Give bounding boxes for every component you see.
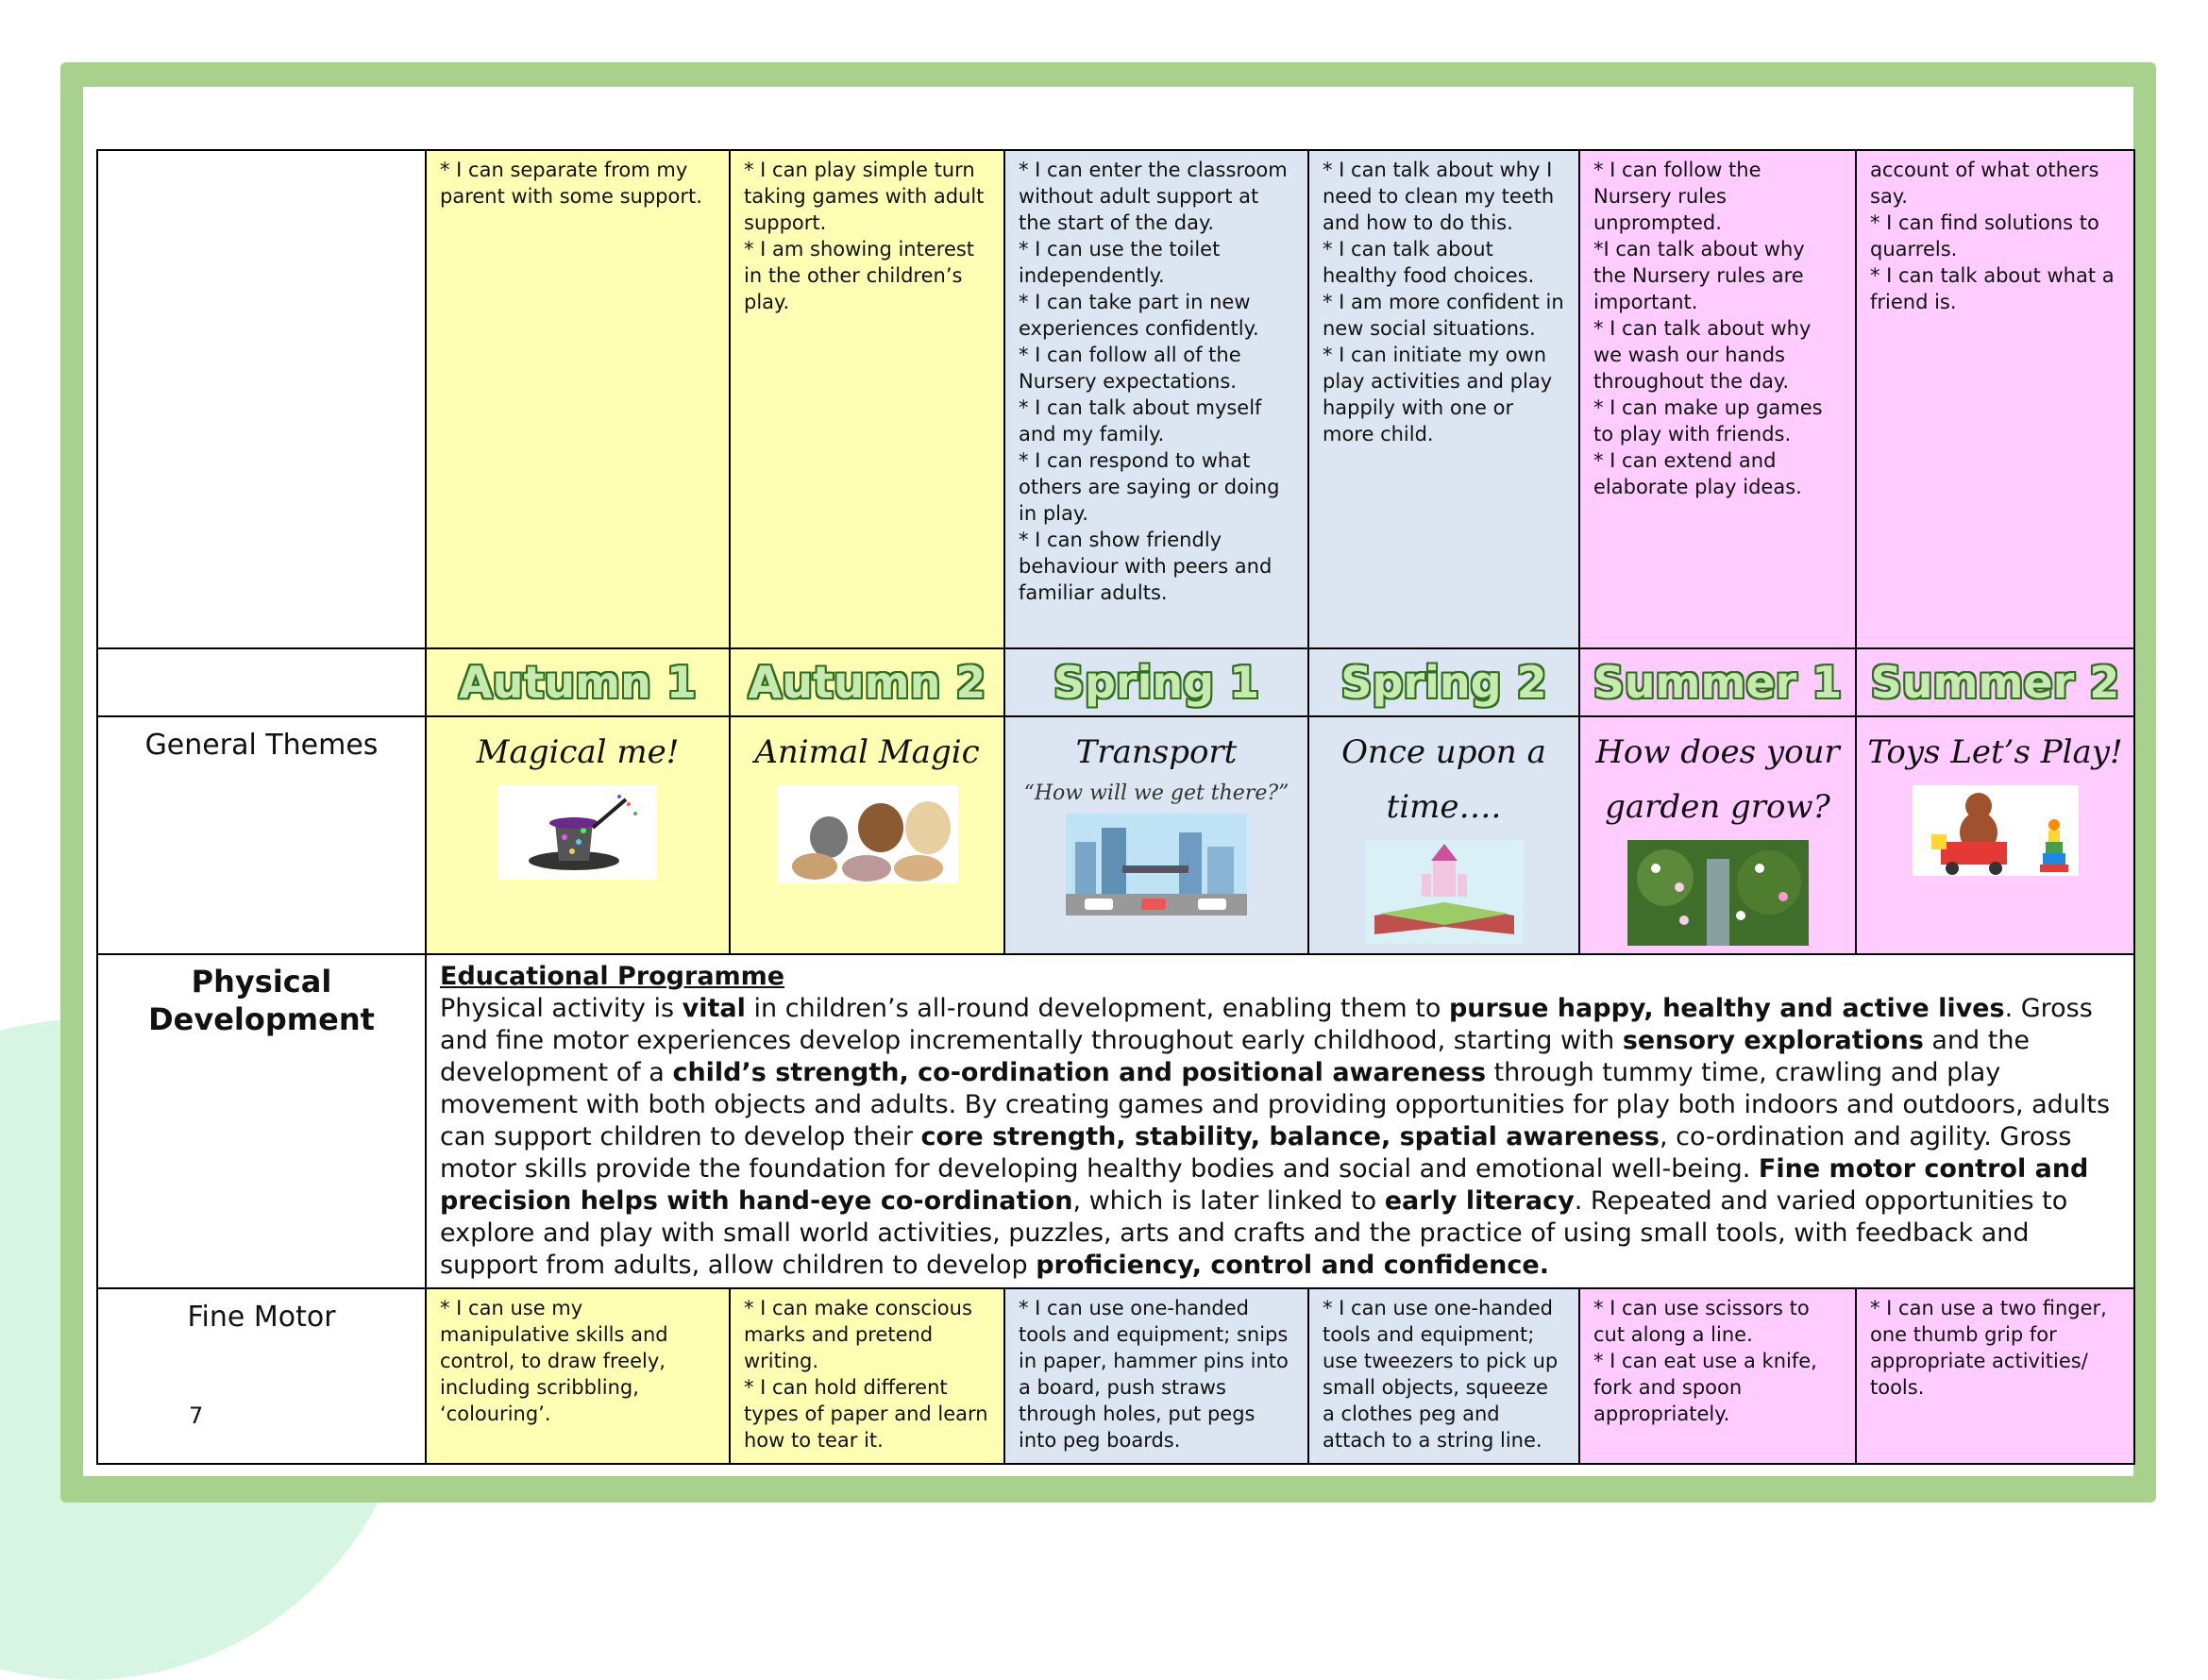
curriculum-table — [96, 149, 2135, 1465]
list-item: *I can talk about why the Nursery rules are important. — [1593, 238, 1805, 313]
list-item: * I can use a two finger, one thumb grip for appropriate activities/ tools. — [1870, 1297, 2107, 1399]
cell-autumn2 — [730, 1288, 1004, 1464]
emphasis-text: child’s strength, co-ordination and positional awareness — [672, 1058, 1487, 1087]
theme-title: Transport — [1075, 733, 1238, 771]
list-item: * I can make conscious marks and pretend writing. — [744, 1297, 972, 1372]
list-item: * I can find solutions to quarrels. — [1870, 211, 2099, 260]
theme-cell — [1856, 716, 2134, 954]
theme-cell — [730, 716, 1004, 954]
list-item: * I can extend and elaborate play ideas. — [1593, 449, 1802, 498]
cell-spring1 — [1004, 150, 1308, 648]
list-item: * I can separate from my parent with some support. — [440, 159, 702, 208]
educational-programme-heading: Educational Programme — [440, 962, 785, 991]
fine-motor-row — [97, 1288, 2134, 1464]
storybook-image — [1365, 840, 1524, 944]
list-item: * I can follow the Nursery rules unprompted. — [1593, 159, 1761, 234]
list-item: * I can use scissors to cut along a line. — [1593, 1297, 1810, 1346]
list-item: * I can respond to what others are saying or doing in play. — [1019, 449, 1280, 525]
themes-label: General Themes — [97, 716, 426, 954]
theme-title: Animal Magic — [754, 733, 980, 771]
term-heading: Summer 1 — [1579, 648, 1856, 716]
body-text: Physical activity is — [440, 994, 683, 1023]
theme-subtitle: “How will we get there?” — [1023, 781, 1289, 805]
city-transport-image — [1066, 814, 1247, 916]
animals-image — [777, 785, 958, 883]
fine-motor-label: Fine Motor — [97, 1288, 426, 1464]
list-item: * I can talk about myself and my family. — [1019, 396, 1262, 445]
list-item: * I can talk about what a friend is. — [1870, 264, 2115, 313]
list-item: * I can eat use a knife, fork and spoon appropriately. — [1593, 1350, 1817, 1425]
toys-image — [1913, 785, 2079, 876]
theme-cell — [1308, 716, 1579, 954]
list-item: * I can follow all of the Nursery expectations. — [1019, 344, 1241, 393]
list-item: * I can use the toilet independently. — [1019, 238, 1221, 287]
body-text: , which is later linked to — [1072, 1186, 1385, 1216]
cell-autumn1 — [426, 1288, 730, 1464]
themes-row — [97, 716, 2134, 954]
list-item: * I can talk about healthy food choices. — [1323, 238, 1535, 287]
garden-image — [1627, 840, 1809, 946]
page-number: 7 — [189, 1403, 204, 1429]
theme-cell — [1579, 716, 1856, 954]
cell-autumn2 — [730, 150, 1004, 648]
body-text: in children’s all-round development, enabling them to — [745, 994, 1449, 1023]
emphasis-text: Fine motor control and precision helps with hand-eye co-ordination — [440, 1154, 2089, 1216]
educational-programme-text — [440, 993, 2120, 1282]
emphasis-text: core strength, stability, balance, spatial awareness — [920, 1122, 1660, 1151]
physical-label: Physical Development — [97, 954, 426, 1288]
emphasis-text: proficiency, control and confidence. — [1036, 1251, 1549, 1280]
cell-spring2 — [1308, 150, 1579, 648]
cell-autumn1 — [426, 150, 730, 648]
body-text: through tummy time, crawling and play movement with both objects and adults. By creating games and providing opportunities for play both indoors and outdoors, adults can support children to develop their — [440, 1058, 2111, 1151]
terms-label-empty — [97, 648, 426, 716]
body-text: , co-ordination and agility. Gross motor skills provide the foundation for developing healthy bodies and social and emotional well-being. — [440, 1122, 2072, 1184]
term-heading: Spring 2 — [1308, 648, 1579, 716]
list-item: * I can talk about why I need to clean my teeth and how to do this. — [1323, 159, 1555, 234]
cell-spring2 — [1308, 1288, 1579, 1464]
list-item: * I can talk about why we wash our hands throughout the day. — [1593, 317, 1812, 393]
list-item: * I can use one-handed tools and equipment; use tweezers to pick up small objects, squeeze a clothes peg and attach to a string line. — [1323, 1297, 1559, 1452]
theme-title: Once upon a time…. — [1341, 733, 1546, 826]
list-item: * I can use one-handed tools and equipment; snips in paper, hammer pins into a board, push straws through holes, put pegs into peg boards. — [1019, 1297, 1289, 1452]
emphasis-text: vital — [682, 994, 746, 1023]
list-item: * I can make up games to play with friends. — [1593, 396, 1823, 445]
row-label-empty — [97, 150, 426, 648]
term-heading: Spring 1 — [1004, 648, 1308, 716]
list-item: * I can play simple turn taking games with adult support. — [744, 159, 985, 234]
list-item: * I can use my manipulative skills and control, to draw freely, including scribbling, ‘colouring’. — [440, 1297, 668, 1425]
cell-spring1 — [1004, 1288, 1308, 1464]
cell-summer1 — [1579, 1288, 1856, 1464]
theme-cell — [1004, 716, 1308, 954]
theme-title: Toys Let’s Play! — [1867, 733, 2123, 771]
body-text: . Repeated and varied opportunities to explore and play with small world activities, puzzles, arts and crafts and the practice of using small tools, with feedback and support from adults, allow children to develop — [440, 1186, 2068, 1280]
theme-title: Magical me! — [476, 733, 680, 771]
term-heading: Autumn 2 — [730, 648, 1004, 716]
list-item: * I can take part in new experiences confidently. — [1019, 291, 1259, 340]
physical-row — [97, 954, 2134, 1288]
theme-title: How does your garden grow? — [1595, 733, 1840, 826]
list-item: * I can show friendly behaviour with peers and familiar adults. — [1019, 529, 1273, 604]
list-item: * I can hold different types of paper and learn how to tear it. — [744, 1376, 988, 1452]
list-item: * I am showing interest in the other children’s play. — [744, 238, 975, 313]
cell-summer2 — [1856, 150, 2134, 648]
term-heading: Autumn 1 — [426, 648, 730, 716]
body-text: and the development of a — [440, 1026, 2031, 1087]
list-item: * I can enter the classroom without adult support at the start of the day. — [1019, 159, 1288, 234]
list-item: account of what others say. — [1870, 159, 2099, 208]
terms-row — [97, 648, 2134, 716]
theme-cell — [426, 716, 730, 954]
educational-programme — [426, 954, 2134, 1288]
cell-summer1 — [1579, 150, 1856, 648]
psed-continued-row — [97, 150, 2134, 648]
emphasis-text: early literacy — [1384, 1186, 1575, 1216]
list-item: * I am more confident in new social situations. — [1323, 291, 1564, 340]
cell-summer2 — [1856, 1288, 2134, 1464]
magic-hat-image — [498, 785, 657, 880]
term-heading: Summer 2 — [1856, 648, 2134, 716]
emphasis-text: pursue happy, healthy and active lives — [1448, 994, 2005, 1023]
body-text: . Gross and fine motor experiences develop incrementally throughout early childhood, starting with — [440, 994, 2093, 1055]
emphasis-text: sensory explorations — [1622, 1026, 1924, 1055]
list-item: * I can initiate my own play activities and play happily with one or more child. — [1323, 344, 1553, 445]
